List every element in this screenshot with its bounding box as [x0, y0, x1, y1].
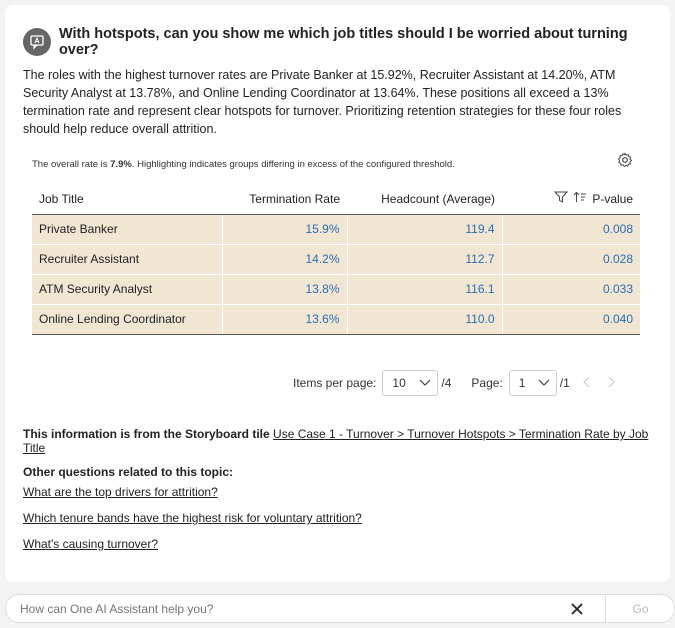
chevron-down-icon	[419, 376, 431, 390]
table-header-row	[32, 184, 640, 214]
threshold-note	[32, 159, 455, 170]
headcount-cell: 110.0	[347, 304, 502, 334]
chat-input[interactable]	[20, 602, 560, 616]
chat-response-card	[5, 5, 670, 582]
table-row[interactable]	[32, 304, 640, 334]
col-job-title[interactable]: Job Title	[32, 184, 222, 214]
termination-rate-cell: 15.9%	[222, 214, 347, 244]
answer-text: The roles with the highest turnover rates are Private Banker at 15.92%, Recruiter Assistant at 14.20%, ATM Security Analyst at 13.78%, and Online Lending Coordinator at 13.64%. These positions all exceed a 13% termination rate and represent clear hotspots for turnover. Prioritizing retention strategies for these four roles should help reduce overall attrition.	[23, 68, 622, 136]
hotspot-table	[32, 184, 640, 335]
note-prefix: The overall rate is	[32, 159, 111, 170]
source-attribution	[23, 427, 670, 455]
items-per-page-label: Items per page:	[293, 376, 377, 390]
termination-rate-cell: 13.6%	[222, 304, 347, 334]
col-termination-rate[interactable]: Termination Rate	[222, 184, 347, 214]
close-icon[interactable]	[568, 600, 586, 618]
job-title-cell: ATM Security Analyst	[32, 274, 222, 304]
p-value-cell: 0.040	[502, 304, 640, 334]
p-value-label: P-value	[592, 191, 633, 206]
p-value-cell: 0.008	[502, 214, 640, 244]
page-value: 1	[518, 376, 526, 390]
related-question-link[interactable]: What are the top drivers for attrition?	[23, 485, 218, 499]
prev-page-icon[interactable]	[582, 375, 590, 391]
related-question-link[interactable]: What's causing turnover?	[23, 537, 159, 551]
filter-icon[interactable]	[554, 191, 568, 206]
user-question	[23, 26, 670, 58]
overall-rate: 7.9%	[110, 159, 132, 170]
table-row[interactable]	[32, 244, 640, 274]
question-text: With hotspots, can you show me which job titles should I be worried about turning over?	[58, 26, 628, 58]
col-p-value[interactable]	[502, 184, 640, 214]
pagination	[293, 370, 616, 396]
gear-icon[interactable]	[617, 152, 633, 168]
items-per-page-value: 10	[392, 376, 406, 390]
table-row[interactable]	[32, 274, 640, 304]
storyboard-tile-link[interactable]: Use Case 1 - Turnover > Turnover Hotspots > Termination Rate by Job Title	[23, 427, 649, 455]
table-row[interactable]	[32, 214, 640, 244]
page-total: /1	[559, 376, 570, 390]
termination-rate-cell: 13.8%	[222, 274, 347, 304]
job-title-cell: Recruiter Assistant	[32, 244, 222, 274]
note-suffix: . Highlighting indicates groups differing in excess of the configured threshold.	[131, 159, 455, 170]
chat-bubble-icon	[23, 28, 51, 56]
job-title-cell: Online Lending Coordinator	[32, 304, 222, 334]
chevron-down-icon	[538, 376, 550, 390]
headcount-cell: 119.4	[347, 214, 502, 244]
col-headcount[interactable]: Headcount (Average)	[347, 184, 502, 214]
related-heading: Other questions related to this topic:	[23, 465, 234, 479]
page-label: Page:	[471, 376, 503, 390]
source-prefix: This information is from the Storyboard tile	[23, 427, 274, 441]
p-value-cell: 0.028	[502, 244, 640, 274]
go-button[interactable]: Go	[605, 595, 675, 622]
sort-ascending-icon[interactable]	[573, 191, 587, 206]
related-question-link[interactable]: Which tenure bands have the highest risk for voluntary attrition?	[23, 511, 362, 525]
next-page-icon[interactable]	[608, 375, 616, 391]
termination-rate-cell: 14.2%	[222, 244, 347, 274]
chat-input-bar	[5, 594, 675, 623]
headcount-cell: 112.7	[347, 244, 502, 274]
p-value-cell: 0.033	[502, 274, 640, 304]
related-questions	[23, 465, 362, 563]
job-title-cell: Private Banker	[32, 214, 222, 244]
page-select[interactable]	[509, 370, 557, 396]
headcount-cell: 116.1	[347, 274, 502, 304]
items-per-page-select[interactable]	[382, 370, 438, 396]
items-total: /4	[441, 376, 452, 390]
